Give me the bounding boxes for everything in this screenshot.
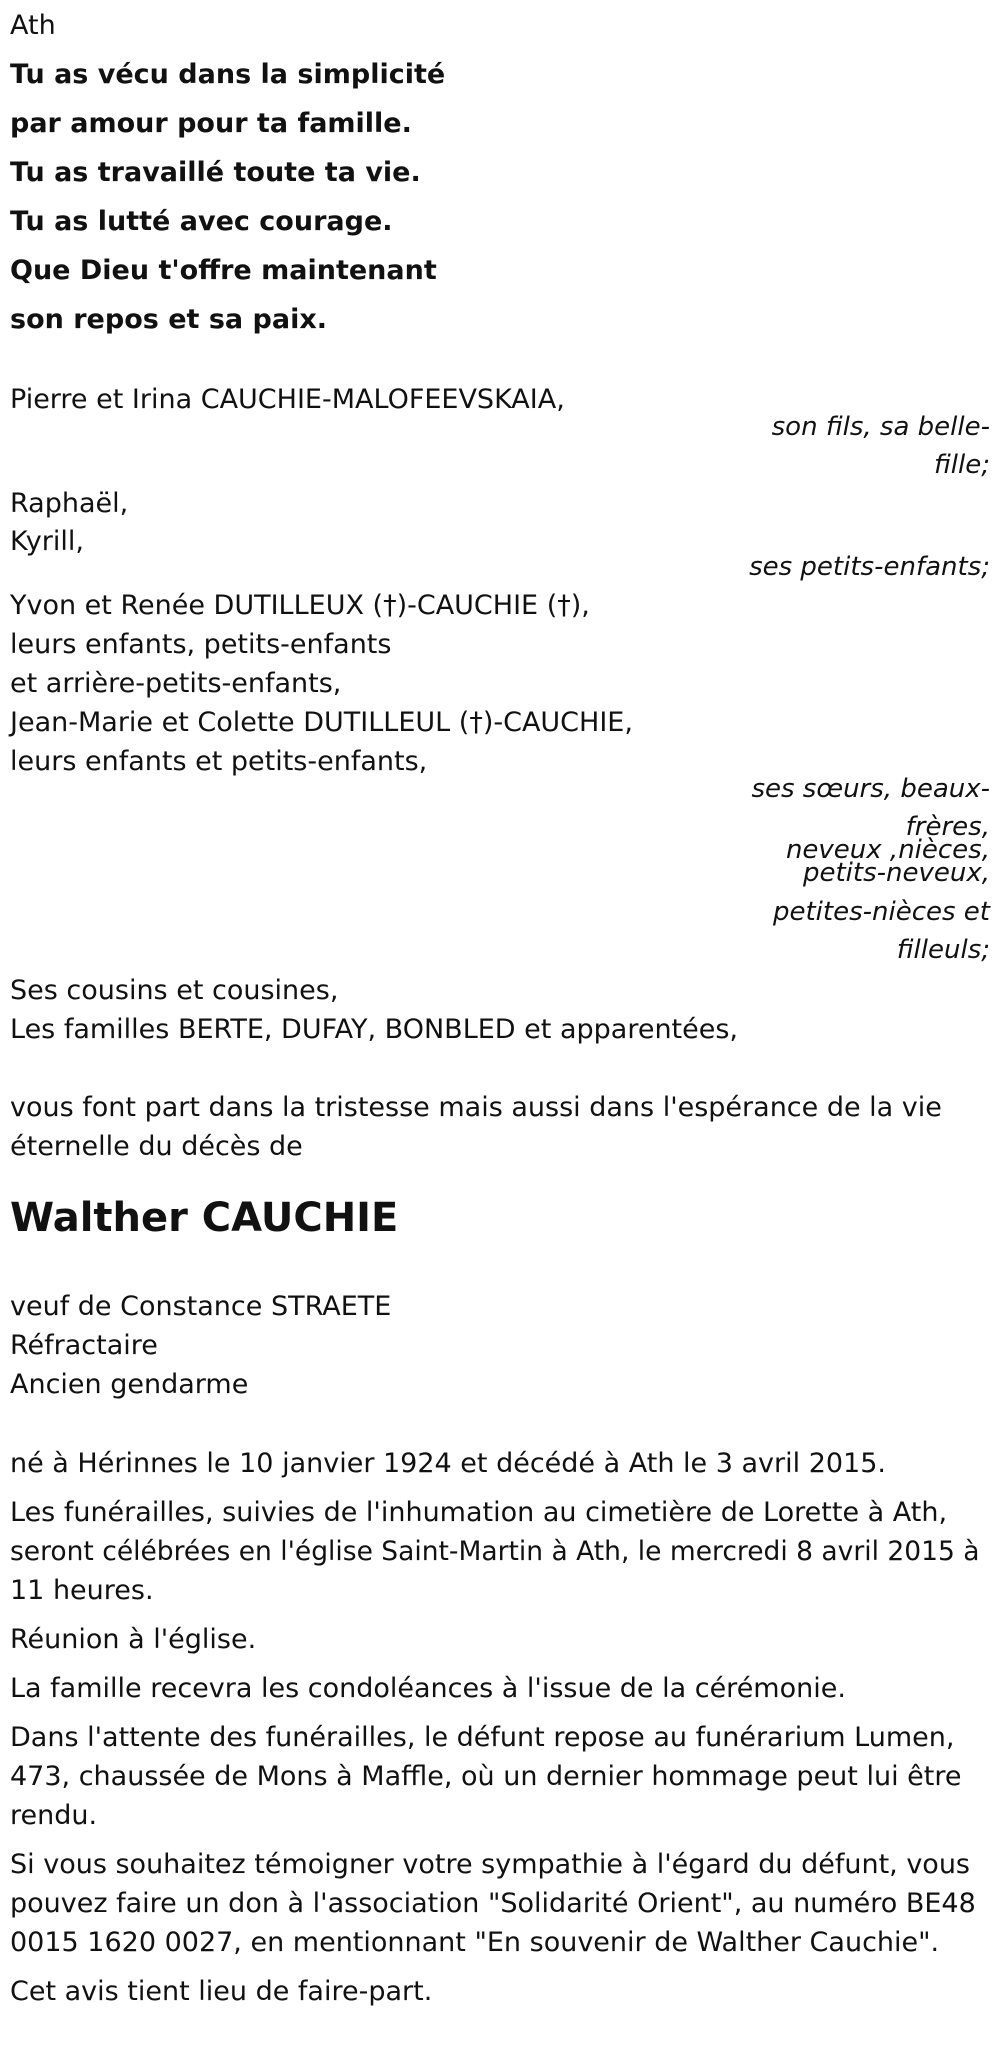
poem-line: Tu as travaillé toute ta vie. [10, 157, 421, 188]
funerarium-line: 473, chaussée de Mons à Maffle, où un dernier hommage peut lui être [10, 1761, 962, 1792]
funeral-line: 11 heures. [10, 1575, 154, 1606]
donation-line: Si vous souhaitez témoigner votre sympathie à l'égard du défunt, vous [10, 1849, 971, 1880]
donation-line: 0015 1620 0027, en mentionnant "En souvenir de Walther Cauchie". [10, 1927, 940, 1958]
poem-line: Que Dieu t'offre maintenant [10, 255, 437, 286]
siblings-relation: petites-nièces et [772, 897, 990, 927]
grandchild-name: Raphaël, [10, 488, 129, 519]
sibling-line: et arrière-petits-enfants, [10, 668, 342, 699]
announcement-line: vous font part dans la tristesse mais aussi dans l'espérance de la vie [10, 1092, 942, 1123]
deceased-detail: veuf de Constance STRAETE [10, 1291, 392, 1322]
son-relation: fille; [934, 450, 990, 480]
closing-line: Cet avis tient lieu de faire-part. [10, 1976, 433, 2007]
son-names: Pierre et Irina CAUCHIE-MALOFEEVSKAIA, [10, 384, 565, 415]
announcement-line: éternelle du décès de [10, 1131, 303, 1162]
poem-line: son repos et sa paix. [10, 304, 327, 335]
siblings-relation: neveux ,nièces, [785, 835, 990, 865]
siblings-relation: petits-neveux, [802, 858, 990, 888]
reunion-line: Réunion à l'église. [10, 1624, 257, 1655]
funeral-line: Les funérailles, suivies de l'inhumation au cimetière de Lorette à Ath, [10, 1497, 948, 1528]
funeral-line: seront célébrées en l'église Saint-Martin à Ath, le mercredi 8 avril 2015 à [10, 1536, 980, 1567]
deceased-name: Walther CAUCHIE [10, 1195, 399, 1241]
condolences-line: La famille recevra les condoléances à l'issue de la cérémonie. [10, 1673, 846, 1704]
siblings-relation: frères, [905, 812, 990, 842]
sibling-line: leurs enfants, petits-enfants [10, 629, 392, 660]
families-line: Les familles BERTE, DUFAY, BONBLED et apparentées, [10, 1014, 739, 1045]
funerarium-line: rendu. [10, 1800, 98, 1831]
poem-line: par amour pour ta famille. [10, 108, 412, 139]
cousins-line: Ses cousins et cousines, [10, 975, 339, 1006]
sibling-line: leurs enfants et petits-enfants, [10, 746, 428, 777]
son-relation: son fils, sa belle- [771, 412, 990, 442]
sibling-line: Yvon et Renée DUTILLEUX (†)-CAUCHIE (†), [10, 590, 590, 621]
deceased-detail: Ancien gendarme [10, 1369, 249, 1400]
siblings-relation: filleuls; [896, 935, 990, 965]
sibling-line: Jean-Marie et Colette DUTILLEUL (†)-CAUCHIE, [10, 707, 633, 738]
birth-death-line: né à Hérinnes le 10 janvier 1924 et décédé à Ath le 3 avril 2015. [10, 1448, 886, 1479]
poem-line: Tu as vécu dans la simplicité [10, 59, 446, 90]
donation-line: pouvez faire un don à l'association "Solidarité Orient", au numéro BE48 [10, 1888, 976, 1919]
city-label: Ath [10, 10, 56, 41]
grandchildren-relation: ses petits-enfants; [749, 552, 990, 582]
grandchild-name: Kyrill, [10, 526, 84, 557]
deceased-detail: Réfractaire [10, 1330, 158, 1361]
funerarium-line: Dans l'attente des funérailles, le défunt repose au funérarium Lumen, [10, 1722, 955, 1753]
siblings-relation: ses sœurs, beaux- [751, 774, 990, 804]
poem-line: Tu as lutté avec courage. [10, 206, 393, 237]
